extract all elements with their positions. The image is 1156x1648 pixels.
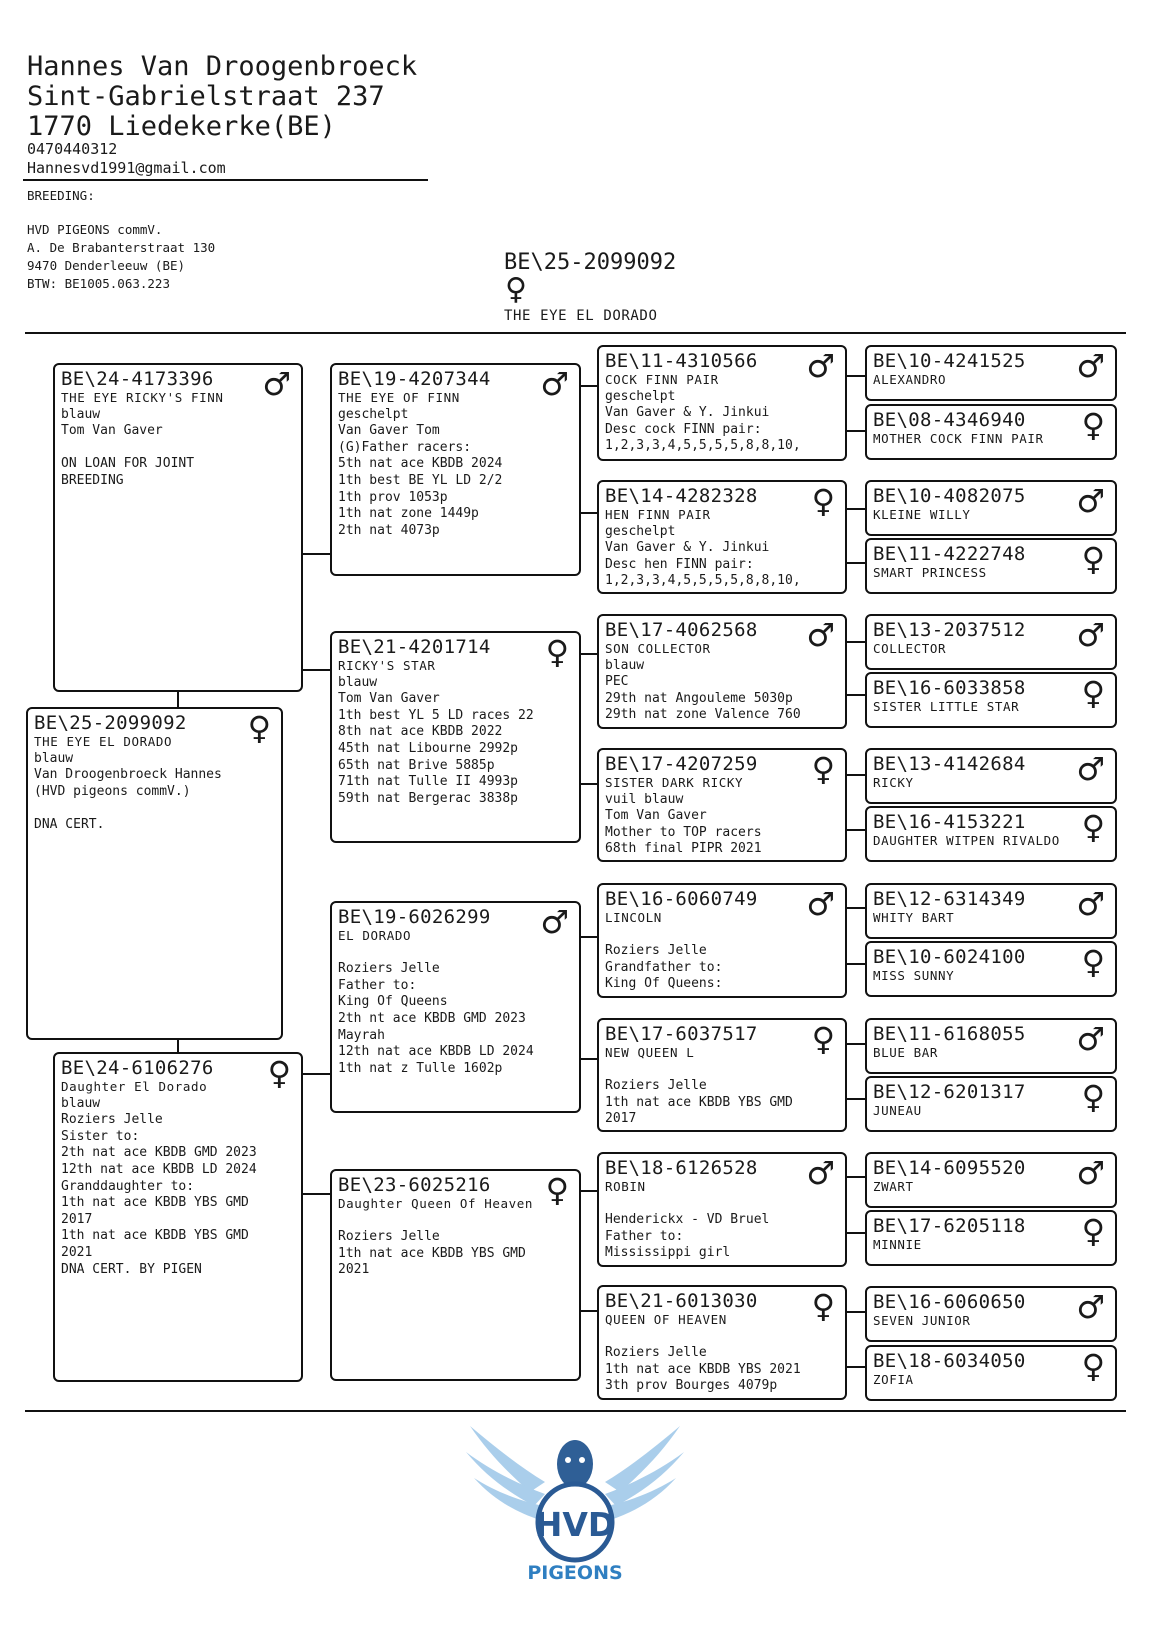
pigeon-info-line: 71th nat Tulle II 4993p	[338, 774, 519, 790]
pigeon-info-line: 45th nat Libourne 2992p	[338, 740, 519, 756]
pigeon-info-line: 1th best BE YL LD 2/2	[338, 472, 503, 488]
ring-number: BE\25-2099092	[34, 712, 187, 734]
pigeon-card-ancestor	[865, 1286, 1117, 1342]
ring-number: BE\17-4207259	[605, 753, 758, 775]
female-symbol-icon: ♀	[1081, 1347, 1105, 1385]
male-symbol-icon: ♂	[806, 885, 835, 923]
connector	[846, 694, 866, 696]
pigeon-name: SISTER DARK RICKY	[605, 775, 744, 790]
breeding-street: A. De Brabanterstraat 130	[27, 240, 216, 255]
female-symbol-icon: ♀	[1081, 943, 1105, 981]
ring-number: BE\21-4201714	[338, 636, 491, 658]
pigeon-card-great-grandparent	[597, 1152, 847, 1267]
pigeon-info-line: 1,2,3,3,4,5,5,5,5,8,8,10,	[605, 573, 801, 589]
ring-number: BE\14-6095520	[873, 1157, 1026, 1179]
pigeon-info-line: 1th prov 1053p	[338, 489, 448, 505]
ring-number: BE\24-6106276	[61, 1057, 214, 1079]
pigeon-name: MISS SUNNY	[873, 968, 955, 983]
pigeon-info-line: blauw	[338, 674, 378, 690]
connector	[846, 907, 866, 909]
pigeon-name: MINNIE	[873, 1237, 922, 1252]
pigeon-info-line: DNA CERT. BY PIGEN	[61, 1261, 202, 1277]
connector	[302, 1193, 331, 1195]
ring-number: BE\17-4062568	[605, 619, 758, 641]
pigeon-info-line: 1th nat ace KBDB YBS 2021	[605, 1361, 801, 1377]
female-symbol-icon: ♀	[1081, 1212, 1105, 1250]
pigeon-info-line: 2017	[61, 1211, 93, 1227]
pigeon-name: SISTER LITTLE STAR	[873, 699, 1020, 714]
pigeon-card-ancestor	[865, 1018, 1117, 1074]
connector	[846, 375, 866, 377]
breeding-city: 9470 Denderleeuw (BE)	[27, 258, 186, 273]
female-symbol-icon: ♀	[1081, 406, 1105, 444]
pigeon-card-ancestor	[865, 941, 1117, 997]
pigeon-name: EL DORADO	[338, 928, 412, 943]
ring-number: BE\16-6060650	[873, 1291, 1026, 1313]
female-symbol-icon: ♀	[1081, 1078, 1105, 1116]
connector	[846, 963, 866, 965]
pigeon-name: THE EYE RICKY'S FINN	[61, 390, 224, 405]
pigeon-name: HEN FINN PAIR	[605, 507, 711, 522]
pigeon-info-line	[338, 1213, 573, 1230]
pigeon-info-line: geschelpt	[338, 406, 409, 422]
owner-street: Sint-Gabrielstraat 237	[27, 81, 385, 112]
pigeon-info-line: 29th nat Angouleme 5030p	[605, 690, 793, 706]
connector	[580, 1190, 598, 1192]
ring-number: BE\24-4173396	[61, 368, 214, 390]
pigeon-card-ancestor	[865, 806, 1117, 862]
pigeon-card-grandparent	[330, 631, 581, 843]
pigeon-info-line: Tom Van Gaver	[605, 808, 707, 824]
pigeon-card-great-grandparent	[597, 1285, 847, 1400]
pigeon-info-line: 1th nat ace KBDB YBS GMD	[61, 1195, 249, 1211]
connector	[846, 774, 866, 776]
pigeon-info-line: Roziers Jelle	[338, 1229, 440, 1245]
male-symbol-icon: ♂	[806, 616, 835, 654]
pigeon-info-line: Mayrah	[338, 1027, 385, 1043]
connector	[846, 641, 866, 643]
pigeon-info-line: 1,2,3,3,4,5,5,5,5,8,8,10,	[605, 438, 801, 454]
pigeon-info-line: 2021	[338, 1262, 370, 1278]
pigeon-info-line: Grandfather to:	[605, 959, 723, 975]
pigeon-name: QUEEN OF HEAVEN	[605, 1312, 727, 1327]
ring-number: BE\10-6024100	[873, 946, 1026, 968]
pigeon-info-line: Tom Van Gaver	[61, 423, 163, 439]
ring-number: BE\10-4241525	[873, 350, 1026, 372]
ring-number: BE\17-6205118	[873, 1215, 1026, 1237]
pigeon-name: BLUE BAR	[873, 1045, 939, 1060]
pigeon-name: RICKY	[873, 775, 914, 790]
pigeon-info-line: Henderickx - VD Bruel	[605, 1212, 770, 1228]
ring-number: BE\11-4310566	[605, 350, 758, 372]
hvd-pigeons-logo	[460, 1412, 690, 1580]
pigeon-card-ancestor	[865, 883, 1117, 939]
pigeon-name: ROBIN	[605, 1179, 646, 1194]
pigeon-info-line: 68th final PIPR 2021	[605, 841, 762, 857]
male-symbol-icon: ♂	[1076, 616, 1105, 654]
pigeon-name: MOTHER COCK FINN PAIR	[873, 431, 1044, 446]
connector	[846, 829, 866, 831]
female-symbol-icon: ♀	[811, 750, 835, 788]
pigeon-info-line: 5th nat ace KBDB 2024	[338, 456, 503, 472]
pigeon-name: ALEXANDRO	[873, 372, 947, 387]
ring-number: BE\16-4153221	[873, 811, 1026, 833]
pigeon-info-line: 2th nat 4073p	[338, 522, 440, 538]
pigeon-info-line: Mother to TOP racers	[605, 824, 762, 840]
female-symbol-icon: ♀	[247, 709, 271, 747]
male-symbol-icon: ♂	[1076, 885, 1105, 923]
connector	[580, 1310, 598, 1312]
connector	[846, 1232, 866, 1234]
pigeon-info-line: 1th best YL 5 LD races 22	[338, 707, 534, 723]
ring-number: BE\19-6026299	[338, 906, 491, 928]
pigeon-info-line: Roziers Jelle	[338, 961, 440, 977]
pigeon-info-line: ON LOAN FOR JOINT	[61, 456, 195, 472]
pigeon-info-line: 59th nat Bergerac 3838p	[338, 790, 519, 806]
pigeon-name: KLEINE WILLY	[873, 507, 971, 522]
connector	[846, 1098, 866, 1100]
pigeon-card-mother	[53, 1052, 303, 1382]
top-divider	[25, 332, 1126, 334]
connector	[846, 1043, 866, 1045]
pigeon-card-subject	[26, 707, 283, 1040]
pigeon-info-line: Father to:	[605, 1228, 684, 1244]
pigeon-info-line: Roziers Jelle	[605, 1345, 707, 1361]
pigeon-name: Daughter El Dorado	[61, 1079, 208, 1094]
breeding-company: HVD PIGEONS commV.	[27, 222, 163, 237]
male-symbol-icon: ♂	[1076, 1154, 1105, 1192]
pigeon-card-ancestor	[865, 1152, 1117, 1208]
pigeon-info-line: 2th nat ace KBDB GMD 2023	[61, 1145, 257, 1161]
connector	[302, 669, 331, 671]
pigeon-info-line: 8th nat ace KBDB 2022	[338, 724, 503, 740]
pigeon-info-line: BREEDING	[61, 472, 124, 488]
pigeon-name: NEW QUEEN L	[605, 1045, 695, 1060]
pigeon-info-line: 12th nat ace KBDB LD 2024	[61, 1161, 257, 1177]
breeding-label: BREEDING:	[27, 188, 95, 203]
pigeon-info-line	[605, 1329, 839, 1346]
subject-name: THE EYE EL DORADO	[504, 308, 658, 324]
pigeon-info-line: Van Gaver Tom	[338, 423, 440, 439]
pigeon-info-line: Desc cock FINN pair:	[605, 421, 762, 437]
pigeon-card-ancestor	[865, 614, 1117, 670]
male-symbol-icon: ♂	[1076, 482, 1105, 520]
pigeon-info-line: geschelpt	[605, 388, 676, 404]
male-symbol-icon: ♂	[262, 365, 291, 403]
pigeon-card-ancestor	[865, 538, 1117, 594]
pigeon-name: LINCOLN	[605, 910, 662, 925]
pigeon-info-line: blauw	[61, 406, 101, 422]
pigeon-card-ancestor	[865, 404, 1117, 460]
pigeon-card-ancestor	[865, 672, 1117, 728]
ring-number: BE\23-6025216	[338, 1174, 491, 1196]
pigeon-info-line: vuil blauw	[605, 791, 684, 807]
pigeon-info-line: 2017	[605, 1111, 637, 1127]
ring-number: BE\13-2037512	[873, 619, 1026, 641]
ring-number: BE\19-4207344	[338, 368, 491, 390]
ring-number: BE\18-6034050	[873, 1350, 1026, 1372]
pigeon-info-line: Van Gaver & Y. Jinkui	[605, 540, 770, 556]
pigeon-info-line: Roziers Jelle	[605, 1078, 707, 1094]
pigeon-info-line: Sister to:	[61, 1128, 140, 1144]
pigeon-info-line: 2th nt ace KBDB GMD 2023	[338, 1010, 526, 1026]
pigeon-name: JUNEAU	[873, 1103, 922, 1118]
pigeon-card-grandparent	[330, 1169, 581, 1381]
pigeon-card-ancestor	[865, 1345, 1117, 1401]
female-symbol-icon: ♀	[811, 482, 835, 520]
pigeon-info-line: (HVD pigeons commV.)	[34, 783, 191, 799]
pigeon-card-great-grandparent	[597, 883, 847, 998]
pigeon-info-line: 2021	[61, 1244, 93, 1260]
ring-number: BE\12-6314349	[873, 888, 1026, 910]
pigeon-card-great-grandparent	[597, 345, 847, 461]
pigeon-card-grandparent	[330, 363, 581, 576]
pigeon-card-great-grandparent	[597, 480, 847, 594]
pigeon-card-ancestor	[865, 1076, 1117, 1132]
pigeon-name: SMART PRINCESS	[873, 565, 987, 580]
pigeon-info-line: DNA CERT.	[34, 816, 105, 832]
owner-city: 1770 Liedekerke(BE)	[27, 111, 336, 142]
pigeon-card-father	[53, 363, 303, 692]
logo-word: PIGEONS	[527, 1562, 623, 1580]
pigeon-info-line: Tom Van Gaver	[338, 691, 440, 707]
header-underline	[23, 179, 428, 181]
connector	[580, 385, 598, 387]
female-symbol-icon: ♀	[811, 1020, 835, 1058]
pigeon-info-line: blauw	[61, 1095, 101, 1111]
pigeon-info-line: (G)Father racers:	[338, 439, 472, 455]
male-symbol-icon: ♂	[540, 903, 569, 941]
breeding-vat: BTW: BE1005.063.223	[27, 276, 170, 291]
connector	[580, 512, 598, 514]
logo-graphic	[460, 1412, 690, 1580]
pigeon-name: SON COLLECTOR	[605, 641, 711, 656]
female-symbol-icon: ♀	[811, 1287, 835, 1325]
connector	[846, 430, 866, 432]
pigeon-name: ZOFIA	[873, 1372, 914, 1387]
pigeon-info-line	[605, 927, 839, 944]
male-symbol-icon: ♂	[806, 347, 835, 385]
female-symbol-icon: ♀	[1081, 674, 1105, 712]
pigeon-name: DAUGHTER WITPEN RIVALDO	[873, 833, 1060, 848]
connector	[846, 1366, 866, 1368]
ring-number: BE\18-6126528	[605, 1157, 758, 1179]
pigeon-card-great-grandparent	[597, 614, 847, 729]
pigeon-info-line: Van Droogenbroeck Hannes	[34, 767, 222, 783]
pigeon-card-ancestor	[865, 748, 1117, 804]
pigeon-card-great-grandparent	[597, 1018, 847, 1132]
logo-initials: HVD	[534, 1505, 616, 1544]
pigeon-info-line: 1th nat z Tulle 1602p	[338, 1060, 503, 1076]
female-symbol-icon: ♀	[545, 1171, 569, 1209]
pigeon-info-line	[338, 945, 573, 962]
pigeon-name: THE EYE EL DORADO	[34, 734, 173, 749]
pigeon-info-line: Mississippi girl	[605, 1245, 731, 1261]
connector	[580, 653, 598, 655]
pigeon-info-line	[61, 440, 295, 457]
connector	[580, 936, 598, 938]
pigeon-info-line	[605, 1196, 839, 1213]
connector	[846, 508, 866, 510]
pigeon-info-line: Roziers Jelle	[605, 943, 707, 959]
pigeon-card-great-grandparent	[597, 748, 847, 862]
pigeon-info-line: 65th nat Brive 5885p	[338, 757, 495, 773]
pigeon-info-line: 1th nat ace KBDB YBS GMD	[605, 1094, 793, 1110]
pigeon-info-line: geschelpt	[605, 523, 676, 539]
owner-email: Hannesvd1991@gmail.com	[27, 159, 226, 177]
pigeon-info-line: blauw	[34, 750, 74, 766]
ring-number: BE\17-6037517	[605, 1023, 758, 1045]
pigeon-info-line: 12th nat ace KBDB LD 2024	[338, 1044, 534, 1060]
ring-number: BE\08-4346940	[873, 409, 1026, 431]
ring-number: BE\11-6168055	[873, 1023, 1026, 1045]
male-symbol-icon: ♂	[1076, 1288, 1105, 1326]
pigeon-info-line: 3th prov Bourges 4079p	[605, 1378, 778, 1394]
connector	[302, 1073, 331, 1075]
bird-head-icon	[557, 1440, 593, 1488]
male-symbol-icon: ♂	[806, 1154, 835, 1192]
connector	[846, 1311, 866, 1313]
pigeon-info-line: Roziers Jelle	[61, 1112, 163, 1128]
pigeon-info-line: 1th nat ace KBDB YBS GMD	[61, 1228, 249, 1244]
pigeon-name: WHITY BART	[873, 910, 955, 925]
owner-name: Hannes Van Droogenbroeck	[27, 51, 418, 82]
pigeon-card-ancestor	[865, 345, 1117, 401]
ring-number: BE\14-4282328	[605, 485, 758, 507]
pigeon-name: SEVEN JUNIOR	[873, 1313, 971, 1328]
pigeon-info-line	[605, 1062, 839, 1079]
pigeon-info-line: Van Gaver & Y. Jinkui	[605, 405, 770, 421]
pigeon-info-line	[34, 800, 275, 817]
pigeon-card-ancestor	[865, 480, 1117, 536]
female-symbol-icon: ♀	[1081, 540, 1105, 578]
pigeon-card-ancestor	[865, 1210, 1117, 1266]
connector	[846, 562, 866, 564]
subject-sex-icon: ♀	[505, 272, 527, 307]
pigeon-info-line: Desc hen FINN pair:	[605, 556, 754, 572]
pigeon-name: THE EYE OF FINN	[338, 390, 460, 405]
pigeon-info-line: PEC	[605, 674, 629, 690]
pigeon-name: RICKY'S STAR	[338, 658, 436, 673]
connector	[302, 553, 331, 555]
connector	[580, 783, 598, 785]
pigeon-name: ZWART	[873, 1179, 914, 1194]
ring-number: BE\16-6060749	[605, 888, 758, 910]
pigeon-info-line: 1th nat zone 1449p	[338, 506, 479, 522]
owner-phone: 0470440312	[27, 140, 118, 158]
pigeon-name: Daughter Queen Of Heaven	[338, 1196, 534, 1211]
male-symbol-icon: ♂	[1076, 347, 1105, 385]
ring-number: BE\11-4222748	[873, 543, 1026, 565]
connector	[177, 690, 179, 707]
connector	[580, 1058, 598, 1060]
male-symbol-icon: ♂	[1076, 750, 1105, 788]
male-symbol-icon: ♂	[540, 365, 569, 403]
subject-ring: BE\25-2099092	[504, 250, 677, 275]
ring-number: BE\16-6033858	[873, 677, 1026, 699]
pigeon-info-line: 29th nat zone Valence 760	[605, 707, 801, 723]
pigeon-info-line: Granddaughter to:	[61, 1178, 195, 1194]
ring-number: BE\10-4082075	[873, 485, 1026, 507]
male-symbol-icon: ♂	[1076, 1020, 1105, 1058]
pigeon-info-line: blauw	[605, 657, 645, 673]
pigeon-name: COLLECTOR	[873, 641, 947, 656]
pigeon-info-line: King Of Queens	[338, 994, 448, 1010]
connector	[846, 1176, 866, 1178]
ring-number: BE\21-6013030	[605, 1290, 758, 1312]
pigeon-info-line: 1th nat ace KBDB YBS GMD	[338, 1245, 526, 1261]
female-symbol-icon: ♀	[545, 633, 569, 671]
female-symbol-icon: ♀	[267, 1054, 291, 1092]
pigeon-info-line: King Of Queens:	[605, 976, 723, 992]
pigeon-card-grandparent	[330, 901, 581, 1113]
pigeon-name: COCK FINN PAIR	[605, 372, 719, 387]
pigeon-info-line: Father to:	[338, 977, 417, 993]
ring-number: BE\13-4142684	[873, 753, 1026, 775]
ring-number: BE\12-6201317	[873, 1081, 1026, 1103]
female-symbol-icon: ♀	[1081, 808, 1105, 846]
